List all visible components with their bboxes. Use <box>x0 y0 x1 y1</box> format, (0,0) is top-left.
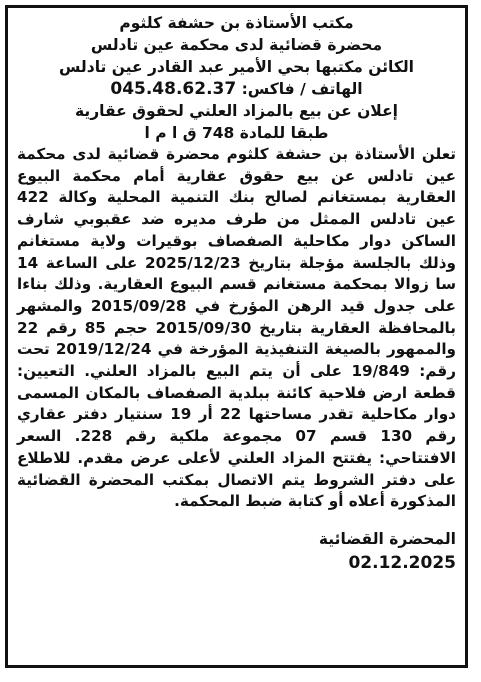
office-address: الكائن مكتبها بحي الأمير عبد القادر عين تادلس <box>59 58 414 76</box>
title-line-1: إعلان عن بيع بالمزاد العلني لحقوق عقارية <box>75 102 398 120</box>
bailiff-role: محضرة قضائية لدى محكمة عين تادلس <box>90 36 383 54</box>
notice-frame <box>5 5 468 668</box>
notice-header <box>17 12 456 78</box>
notice-footer <box>17 527 456 575</box>
phone-number: 045.48.62.37 <box>110 79 237 99</box>
office-name: مكتب الأستاذة بن حشفة كلثوم <box>119 14 354 32</box>
notice-date: 02.12.2025 <box>348 552 456 573</box>
phone-line <box>17 78 456 100</box>
signature: المحضرة القضائية <box>318 529 456 548</box>
phone-label: الهاتف / فاكس: <box>241 80 363 98</box>
title-line-2: طبقا للمادة 748 ق ا م ا <box>144 124 329 142</box>
notice-title <box>17 100 456 144</box>
notice-body: تعلن الأستاذة بن حشفة كلثوم محضرة قضائية لدى محكمة عين تادلس عن بيع حقوق عقارية أمام محكمة البيوع العقارية بمستغانم لصالح بنك التنمية المحلية وكالة 422 عين تادلس الممثل من طرف مديره ضد عقبوبي شارف الساكن دوار مكاحلية الصفصاف بوقيرات ولاية مستغانم وذلك بالجلسة مؤجلة بتاريخ 2025/12/23 على الساعة 14 سا زوالا بمحكمة مستغانم قسم البيوع العقارية. وذلك بناءا على جدول قيد الرهن المؤرخ في 2015/09/28 والمشهر بالمحافظة العقارية بتاريخ 2015/09/30 حجم 85 رقم 22 والممهور بالصيغة التنفيذية المؤرخة في 2019/12/24 تحت رقم: 19/849 على أن يتم البيع بالمزاد العلني. التعيين: قطعة ارض فلاحية كائنة ببلدية الصفصاف بالمكان المسمى دوار مكاحلية تقدر مساحتها 22 أر 19 سنتيار دفتر عقاري رقم 130 قسم 07 مجموعة ملكية رقم 228. السعر الافتتاحي: يفتتح المزاد العلني لأعلى عرض مقدم. للاطلاع على دفتر الشروط يتم الاتصال بمكتب المحضرة القضائية المذكورة أعلاه أو كتابة ضبط المحكمة. <box>17 145 457 511</box>
